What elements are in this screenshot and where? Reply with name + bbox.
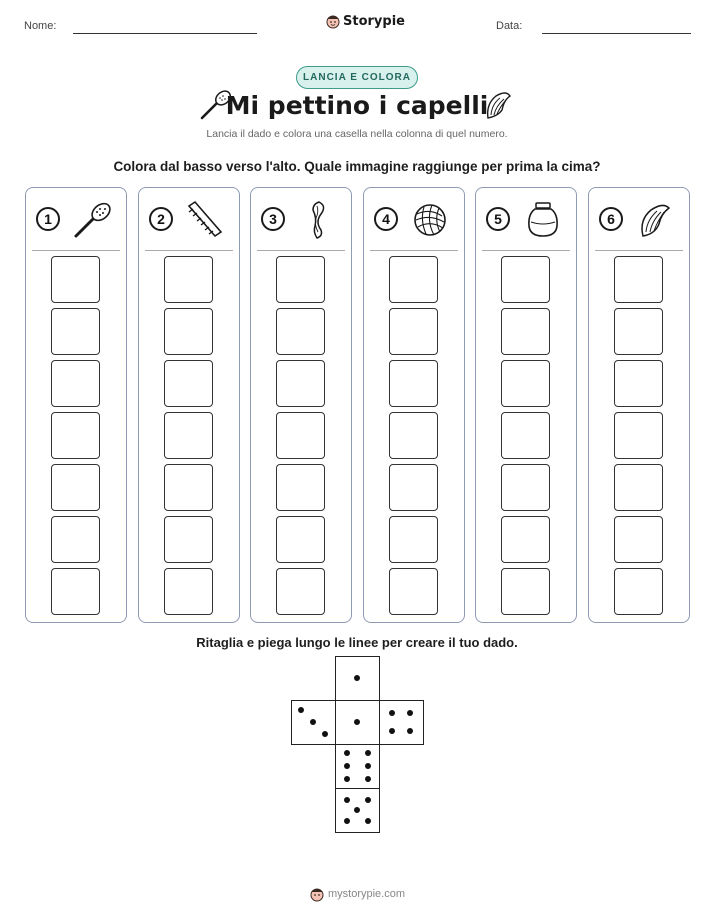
color-box[interactable] xyxy=(501,308,550,355)
column-3 xyxy=(250,187,352,623)
color-box[interactable] xyxy=(276,516,325,563)
column-divider xyxy=(257,250,345,251)
name-label: Nome: xyxy=(24,20,57,32)
color-box[interactable] xyxy=(614,568,663,615)
die-pip xyxy=(310,719,316,725)
die-pip xyxy=(322,731,328,737)
storypie-footer-icon xyxy=(310,886,324,902)
color-box[interactable] xyxy=(276,308,325,355)
color-box[interactable] xyxy=(164,256,213,303)
cut-instruction: Ritaglia e piega lungo le linee per creare il tuo dado. xyxy=(196,635,518,650)
color-box[interactable] xyxy=(276,568,325,615)
color-box[interactable] xyxy=(164,516,213,563)
color-box[interactable] xyxy=(614,360,663,407)
die-pip xyxy=(389,728,395,734)
hair-wave-title-icon xyxy=(482,90,516,122)
instruction-text: Colora dal basso verso l'alto. Quale immagine raggiunge per prima la cima? xyxy=(113,159,601,174)
color-box[interactable] xyxy=(51,516,100,563)
column-6 xyxy=(588,187,690,623)
column-number: 1 xyxy=(36,207,60,231)
footer xyxy=(310,886,405,902)
color-box[interactable] xyxy=(276,256,325,303)
die-pip xyxy=(407,728,413,734)
color-box[interactable] xyxy=(501,464,550,511)
color-box[interactable] xyxy=(164,360,213,407)
color-box[interactable] xyxy=(276,464,325,511)
die-face xyxy=(379,700,424,745)
die-face xyxy=(335,656,380,701)
color-box[interactable] xyxy=(51,568,100,615)
die-face xyxy=(291,700,336,745)
column-number: 3 xyxy=(261,207,285,231)
die-pip xyxy=(365,763,371,769)
column-divider xyxy=(482,250,570,251)
color-box[interactable] xyxy=(501,412,550,459)
color-box[interactable] xyxy=(51,256,100,303)
color-box[interactable] xyxy=(51,464,100,511)
die-pip xyxy=(365,797,371,803)
page-title: Mi pettino i capelli xyxy=(225,91,489,120)
hair-wave-icon xyxy=(633,200,679,240)
color-box[interactable] xyxy=(389,308,438,355)
color-box[interactable] xyxy=(389,412,438,459)
color-box[interactable] xyxy=(276,360,325,407)
color-box[interactable] xyxy=(501,516,550,563)
date-line[interactable] xyxy=(542,33,691,34)
activity-badge: LANCIA E COLORA xyxy=(296,66,418,89)
column-divider xyxy=(145,250,233,251)
die-pip xyxy=(344,818,350,824)
hairbrush-icon xyxy=(70,200,116,240)
column-divider xyxy=(370,250,458,251)
die-pip xyxy=(407,710,413,716)
column-divider xyxy=(595,250,683,251)
color-box[interactable] xyxy=(501,568,550,615)
color-box[interactable] xyxy=(389,568,438,615)
color-box[interactable] xyxy=(614,412,663,459)
footer-url: mystorypie.com xyxy=(328,888,406,900)
color-box[interactable] xyxy=(51,412,100,459)
die-pip xyxy=(344,797,350,803)
subtitle: Lancia il dado e colora una casella nella colonna di quel numero. xyxy=(206,128,508,140)
brand xyxy=(326,13,405,29)
color-box[interactable] xyxy=(51,308,100,355)
die-pip xyxy=(354,675,360,681)
color-box[interactable] xyxy=(389,256,438,303)
color-box[interactable] xyxy=(614,516,663,563)
die-pip xyxy=(354,807,360,813)
color-box[interactable] xyxy=(614,256,663,303)
column-2 xyxy=(138,187,240,623)
die-pip xyxy=(365,776,371,782)
column-number: 6 xyxy=(599,207,623,231)
color-box[interactable] xyxy=(501,256,550,303)
die-pip xyxy=(344,750,350,756)
brand-name: Storypie xyxy=(343,13,405,29)
die-pip xyxy=(354,719,360,725)
die-pip xyxy=(344,763,350,769)
jar-icon xyxy=(520,200,566,240)
column-number: 5 xyxy=(486,207,510,231)
color-box[interactable] xyxy=(164,568,213,615)
die-face xyxy=(335,744,380,789)
die-face xyxy=(335,700,380,745)
hair-lock-icon xyxy=(295,200,341,240)
date-label: Data: xyxy=(496,20,523,32)
color-box[interactable] xyxy=(164,464,213,511)
color-box[interactable] xyxy=(501,360,550,407)
column-4 xyxy=(363,187,465,623)
die-pip xyxy=(298,707,304,713)
color-box[interactable] xyxy=(614,464,663,511)
die-pip xyxy=(344,776,350,782)
die-face xyxy=(335,788,380,833)
die-pip xyxy=(365,750,371,756)
color-box[interactable] xyxy=(164,308,213,355)
color-box[interactable] xyxy=(389,516,438,563)
color-box[interactable] xyxy=(614,308,663,355)
color-box[interactable] xyxy=(276,412,325,459)
comb-icon xyxy=(183,200,229,240)
color-box[interactable] xyxy=(164,412,213,459)
column-number: 2 xyxy=(149,207,173,231)
column-divider xyxy=(32,250,120,251)
column-5 xyxy=(475,187,577,623)
storypie-logo-icon xyxy=(326,13,340,29)
column-1 xyxy=(25,187,127,623)
color-box[interactable] xyxy=(389,360,438,407)
name-line[interactable] xyxy=(73,33,257,34)
yarn-ball-icon xyxy=(408,200,454,240)
column-number: 4 xyxy=(374,207,398,231)
die-pip xyxy=(365,818,371,824)
color-box[interactable] xyxy=(389,464,438,511)
die-pip xyxy=(389,710,395,716)
color-box[interactable] xyxy=(51,360,100,407)
